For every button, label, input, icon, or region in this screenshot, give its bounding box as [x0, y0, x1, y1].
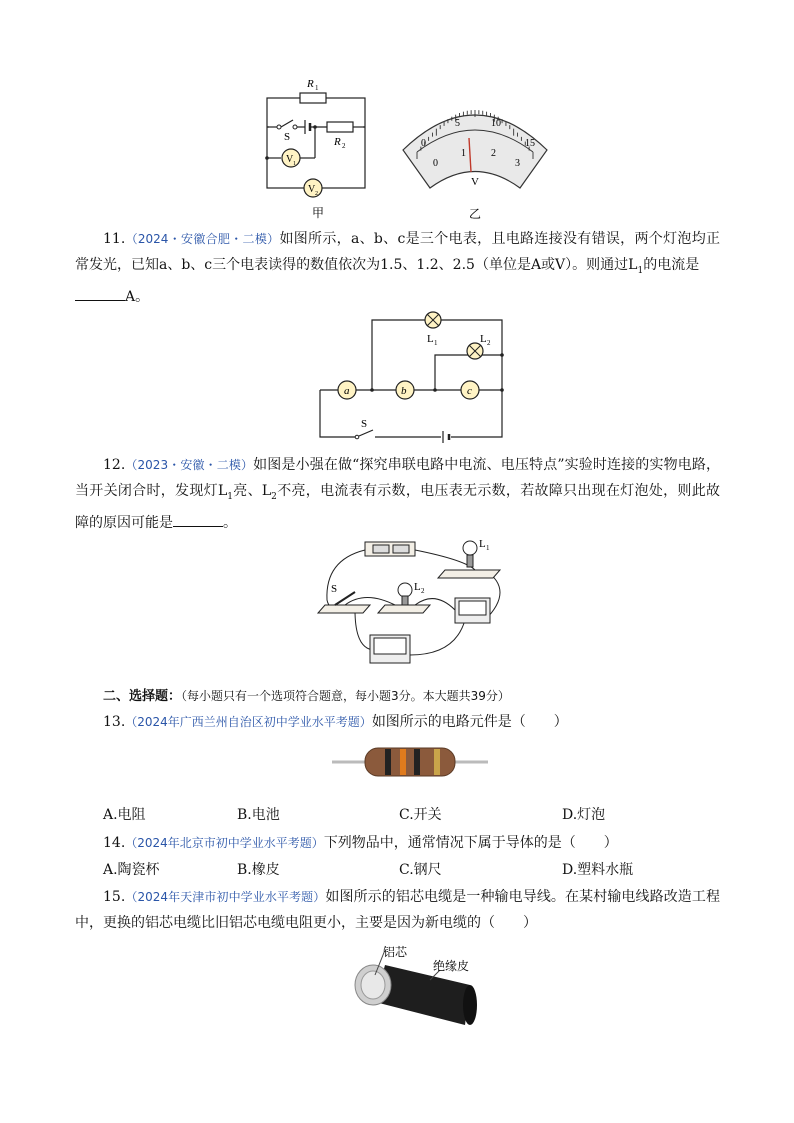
cable-image [345, 940, 495, 1030]
meter-c: c [467, 385, 472, 397]
option-d[interactable]: D.灯泡 [562, 807, 606, 823]
svg-text:L: L [480, 333, 487, 345]
label-insulation: 绝缘皮 [433, 959, 470, 973]
svg-text:5: 5 [455, 118, 460, 129]
option-c[interactable]: C.开关 [399, 807, 442, 823]
svg-text:2: 2 [342, 142, 346, 150]
svg-text:L: L [414, 581, 421, 593]
svg-text:V: V [286, 154, 294, 165]
svg-text:L: L [427, 333, 434, 345]
option-c[interactable]: C.钢尺 [399, 862, 442, 878]
question-13: 13.（2024年广西兰州自治区初中学业水平考题）如图所示的电路元件是（ ） [103, 714, 568, 730]
section-heading: 二、选择题：（每小题只有一个选项符合题意，每小题3分。本大题共39分） [103, 689, 510, 704]
meter-b: b [401, 385, 407, 397]
question-12: 12.（2023・安徽・二模）如图是小强在做“探究串联电路中电流、电压特点”实验时连接的实物电路，当开关闭合时，发现灯$L_1$亮、$L_2$不亮，电流表有示数，电压表无示数，若故障只出现在灯泡处，则此故障的原因可能是 。 [75, 457, 721, 531]
svg-text:2: 2 [315, 191, 318, 197]
fig11-circuit [315, 305, 515, 445]
svg-text:L: L [479, 538, 486, 550]
caption-jia: 甲 [312, 206, 325, 220]
question-14: 14.（2024年北京市初中学业水平考题）下列物品中，通常情况下属于导体的是（ ） [103, 835, 618, 851]
answer-blank[interactable] [75, 286, 125, 301]
label-core: 铝芯 [383, 945, 408, 959]
svg-text:1: 1 [315, 84, 319, 92]
svg-text:V: V [308, 184, 316, 195]
svg-text:S: S [331, 583, 338, 595]
resistor-image [330, 740, 490, 785]
svg-text:2: 2 [487, 339, 491, 347]
question-15: 15.（2024年天津市初中学业水平考题）如图所示的铝芯电缆是一种输电导线。在某村输电线路改造工程中，更换的铝芯电缆比旧铝芯电缆电阻更小，主要是因为新电缆的（ ） [75, 889, 721, 931]
meter-a: a [344, 385, 350, 397]
svg-text:1: 1 [461, 148, 466, 159]
caption-yi: 乙 [469, 207, 482, 221]
r1-label: R [307, 78, 314, 90]
svg-text:2: 2 [491, 148, 496, 159]
answer-blank[interactable] [173, 512, 223, 527]
svg-text:3: 3 [515, 158, 520, 169]
svg-text:R: R [334, 136, 341, 148]
svg-text:1: 1 [434, 339, 438, 347]
fig10-circuit [255, 72, 385, 222]
svg-text:S: S [361, 418, 368, 430]
svg-text:10: 10 [491, 118, 501, 129]
option-b[interactable]: B.电池 [237, 807, 280, 823]
svg-text:0: 0 [421, 138, 426, 149]
svg-text:1: 1 [293, 161, 296, 167]
switch-label: S [284, 131, 291, 143]
question-11: 11.（2024・安徽合肥・二模）如图所示，a、b、c是三个电表，且电路连接没有错误，两个灯泡均正常发光，已知a、b、c三个电表读得的数值依次为1.5、1.2、2.5（单位是A或V）。则通过$L_1$的电流是 A。 [75, 231, 720, 305]
svg-text:2: 2 [421, 587, 425, 595]
fig12-physical-circuit [315, 530, 515, 680]
svg-text:1: 1 [486, 544, 490, 552]
meter-unit: V [471, 176, 479, 188]
option-b[interactable]: B.橡皮 [237, 862, 280, 878]
fig10-voltmeter [395, 100, 555, 225]
option-a[interactable]: A.陶瓷杯 [103, 862, 160, 878]
option-d[interactable]: D.塑料水瓶 [562, 862, 634, 878]
source-tag: （2024・安徽合肥・二模） [125, 232, 280, 246]
option-a[interactable]: A.电阻 [103, 807, 146, 823]
svg-text:15: 15 [525, 138, 535, 149]
svg-text:0: 0 [433, 158, 438, 169]
